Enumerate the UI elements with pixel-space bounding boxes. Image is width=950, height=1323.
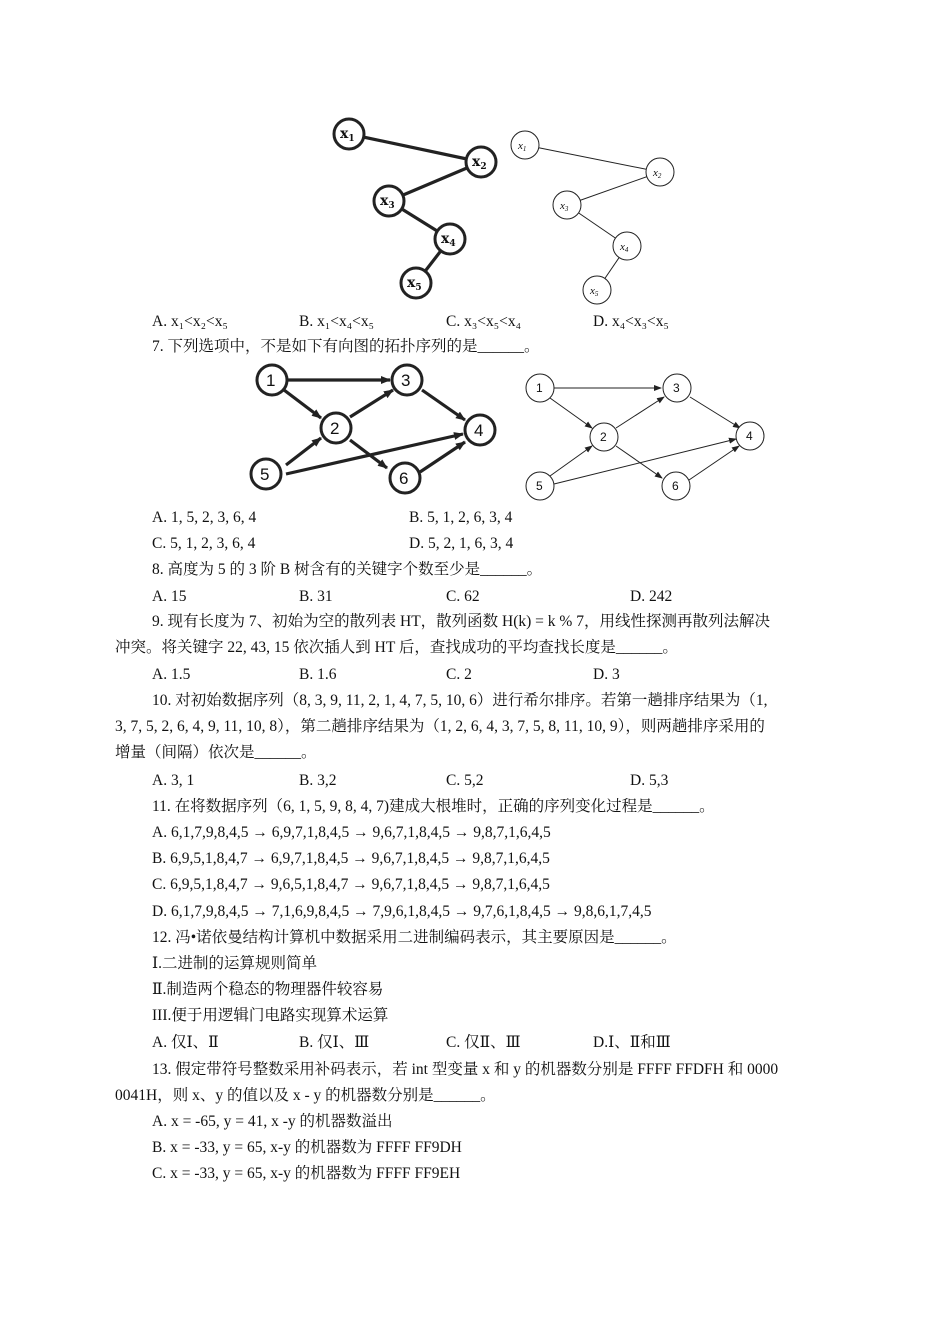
tree-node-x5 xyxy=(401,268,431,298)
q13-option-a: A. x = -65, y = 41, x -y 的机器数溢出 xyxy=(152,1113,393,1130)
graph-edge xyxy=(689,446,739,480)
q10-stem-line2: 3, 7, 5, 2, 6, 4, 9, 11, 10, 8），第二趟排序结果为（1, 2, 6, 4, 3, 7, 5, 8, 11, 10, 9），则两趟排序采用的 xyxy=(115,718,765,735)
q9-stem-line2: 冲突。将关键字 22, 43, 15 依次插人到 HT 后，查找成功的平均查找长度是______。 xyxy=(115,639,678,656)
q7-option-c: C. 5, 1, 2, 3, 6, 4 xyxy=(152,535,256,552)
digraph-figure-bold xyxy=(250,362,510,502)
tree-node-x2 xyxy=(466,147,496,177)
q6-option-b: B. x₁<x₄<x₅ xyxy=(299,313,375,330)
q8-option-c: C. 62 xyxy=(446,588,480,605)
q12-option-b: B. 仅Ⅰ、Ⅲ xyxy=(299,1034,370,1051)
q8-option-b: B. 31 xyxy=(299,588,333,605)
svg-text:x2: x2 xyxy=(653,167,662,180)
graph-edge xyxy=(284,390,321,418)
svg-text:6: 6 xyxy=(672,479,679,493)
svg-text:x2: $x_2$ xyxy=(472,154,487,172)
graph-node-5 xyxy=(526,472,554,500)
graph-edge xyxy=(550,446,592,476)
tree-edge xyxy=(349,134,481,162)
graph-edge xyxy=(690,397,740,428)
svg-text:x3: x3 xyxy=(560,200,569,213)
bst-figure-thin xyxy=(505,125,685,305)
q12-option-c: C. 仅Ⅱ、Ⅲ xyxy=(446,1034,521,1051)
q11-stem: 11. 在将数据序列（6, 1, 5, 9, 8, 4, 7)建成大根堆时，正确的序列变化过程是______。 xyxy=(152,798,715,815)
graph-node-3 xyxy=(663,374,691,402)
tree-node-x3 xyxy=(374,186,404,216)
svg-text:4: 4 xyxy=(474,421,484,440)
graph-node-1 xyxy=(526,374,554,402)
q13-option-b: B. x = -33, y = 65, x-y 的机器数为 FFFF FF9DH xyxy=(152,1139,462,1156)
q12-reason-3: III.便于用逻辑门电路实现算术运算 xyxy=(152,1007,389,1024)
q11-option-a: A. 6,1,7,9,8,4,5 → 6,9,7,1,8,4,5 → 9,6,7,1,8,4,5 → 9,8,7,1,6,4,5 xyxy=(152,824,551,841)
svg-text:1: 1 xyxy=(266,371,276,390)
q7-option-a: A. 1, 5, 2, 3, 6, 4 xyxy=(152,509,257,526)
q12-option-a: A. 仅Ⅰ、Ⅱ xyxy=(152,1034,219,1051)
graph-edge xyxy=(420,442,465,472)
q8-stem: 8. 高度为 5 的 3 阶 B 树含有的关键字个数至少是______。 xyxy=(152,561,543,578)
tree-edge xyxy=(567,172,660,205)
q8-option-a: A. 15 xyxy=(152,588,187,605)
graph-node-1 xyxy=(257,365,287,395)
q12-reason-1: Ⅰ.二进制的运算规则简单 xyxy=(152,955,317,972)
q7-option-b: B. 5, 1, 2, 6, 3, 4 xyxy=(409,509,513,526)
q9-stem-line1: 9. 现有长度为 7、初始为空的散列表 HT，散列函数 H(k) = k % 7，用线性探测再散列法解决 xyxy=(152,613,770,630)
q12-stem: 12. 冯•诺依曼结构计算机中数据采用二进制编码表示，其主要原因是______。 xyxy=(152,929,677,946)
q9-option-b: B. 1.6 xyxy=(299,666,337,683)
svg-text:2: 2 xyxy=(600,430,607,444)
q10-option-d: D. 5,3 xyxy=(630,772,669,789)
svg-text:x5: $x_5$ xyxy=(407,275,422,293)
svg-text:x3: $x_3$ xyxy=(380,193,395,211)
q11-option-b: B. 6,9,5,1,8,4,7 → 6,9,7,1,8,4,5 → 9,6,7,1,8,4,5 → 9,8,7,1,6,4,5 xyxy=(152,850,550,867)
graph-node-5 xyxy=(251,459,281,489)
graph-edge xyxy=(554,439,736,484)
tree-node-x5 xyxy=(583,276,611,304)
svg-text:1: 1 xyxy=(536,381,543,395)
graph-edge xyxy=(550,398,592,428)
q13-stem-line1: 13. 假定带符号整数采用补码表示，若 int 型变量 x 和 y 的机器数分别是 FFFF FFDFH 和 0000 xyxy=(152,1061,779,1078)
q13-option-c: C. x = -33, y = 65, x-y 的机器数为 FFFF FF9EH xyxy=(152,1165,461,1182)
q10-option-b: B. 3,2 xyxy=(299,772,337,789)
q12-reason-2: Ⅱ.制造两个稳态的物理器件较容易 xyxy=(152,981,384,998)
svg-text:x4: x4 xyxy=(620,241,629,254)
tree-node-x3 xyxy=(553,191,581,219)
svg-text:2: 2 xyxy=(330,419,340,438)
digraph-figure-thin xyxy=(522,372,782,512)
graph-edge xyxy=(616,446,662,478)
graph-node-2 xyxy=(590,423,618,451)
q9-option-d: D. 3 xyxy=(593,666,620,683)
q10-option-a: A. 3, 1 xyxy=(152,772,195,789)
q12-option-d: D.Ⅰ、Ⅱ和Ⅲ xyxy=(593,1034,671,1051)
q7-option-d: D. 5, 2, 1, 6, 3, 4 xyxy=(409,535,514,552)
graph-node-4 xyxy=(465,415,495,445)
svg-text:x1: $x_1$ xyxy=(340,126,355,144)
q8-option-d: D. 242 xyxy=(630,588,673,605)
svg-text:6: 6 xyxy=(399,469,409,488)
q11-option-c: C. 6,9,5,1,8,4,7 → 9,6,5,1,8,4,7 → 9,6,7,1,8,4,5 → 9,8,7,1,6,4,5 xyxy=(152,876,550,893)
tree-node-x2 xyxy=(646,158,674,186)
svg-text:5: 5 xyxy=(260,465,270,484)
graph-node-6 xyxy=(390,463,420,493)
graph-node-4 xyxy=(736,422,764,450)
svg-text:x1: x1 xyxy=(518,140,527,153)
graph-edge xyxy=(350,390,393,417)
graph-node-3 xyxy=(392,365,422,395)
q9-option-c: C. 2 xyxy=(446,666,472,683)
tree-node-x4 xyxy=(435,224,465,254)
bst-figure-bold xyxy=(325,110,525,310)
tree-edge xyxy=(525,145,660,172)
svg-text:x4: $x_4$ xyxy=(441,231,456,249)
q7-stem: 7. 下列选项中，不是如下有向图的拓扑序列的是______。 xyxy=(152,338,540,355)
tree-node-x1 xyxy=(334,119,364,149)
q6-option-c: C. x₃<x₅<x₄ xyxy=(446,313,522,330)
q6-option-a: A. x₁<x₂<x₅ xyxy=(152,313,228,330)
svg-text:3: 3 xyxy=(673,381,680,395)
q10-stem-line3: 增量（间隔）依次是______。 xyxy=(115,744,317,761)
q6-option-d: D. x₄<x₃<x₅ xyxy=(593,313,669,330)
svg-text:3: 3 xyxy=(401,371,411,390)
svg-text:x5: x5 xyxy=(590,285,599,298)
tree-node-x1 xyxy=(511,131,539,159)
q9-option-a: A. 1.5 xyxy=(152,666,191,683)
q13-stem-line2: 0041H，则 x、y 的值以及 x - y 的机器数分别是______。 xyxy=(115,1087,496,1104)
q10-stem-line1: 10. 对初始数据序列（8, 3, 9, 11, 2, 1, 4, 7, 5, 10, 6）进行希尔排序。若第一趟排序结果为（1, xyxy=(152,692,768,709)
svg-text:4: 4 xyxy=(746,429,753,443)
graph-node-6 xyxy=(662,472,690,500)
graph-edge xyxy=(616,397,664,428)
graph-edge xyxy=(286,438,321,465)
graph-edge xyxy=(286,434,463,474)
q10-option-c: C. 5,2 xyxy=(446,772,484,789)
graph-node-2 xyxy=(321,413,351,443)
graph-edge xyxy=(422,390,465,420)
svg-text:5: 5 xyxy=(536,479,543,493)
q11-option-d: D. 6,1,7,9,8,4,5 → 7,1,6,9,8,4,5 → 7,9,6,1,8,4,5 → 9,7,6,1,8,4,5 → 9,8,6,1,7,4,5 xyxy=(152,903,652,920)
tree-node-x4 xyxy=(613,232,641,260)
